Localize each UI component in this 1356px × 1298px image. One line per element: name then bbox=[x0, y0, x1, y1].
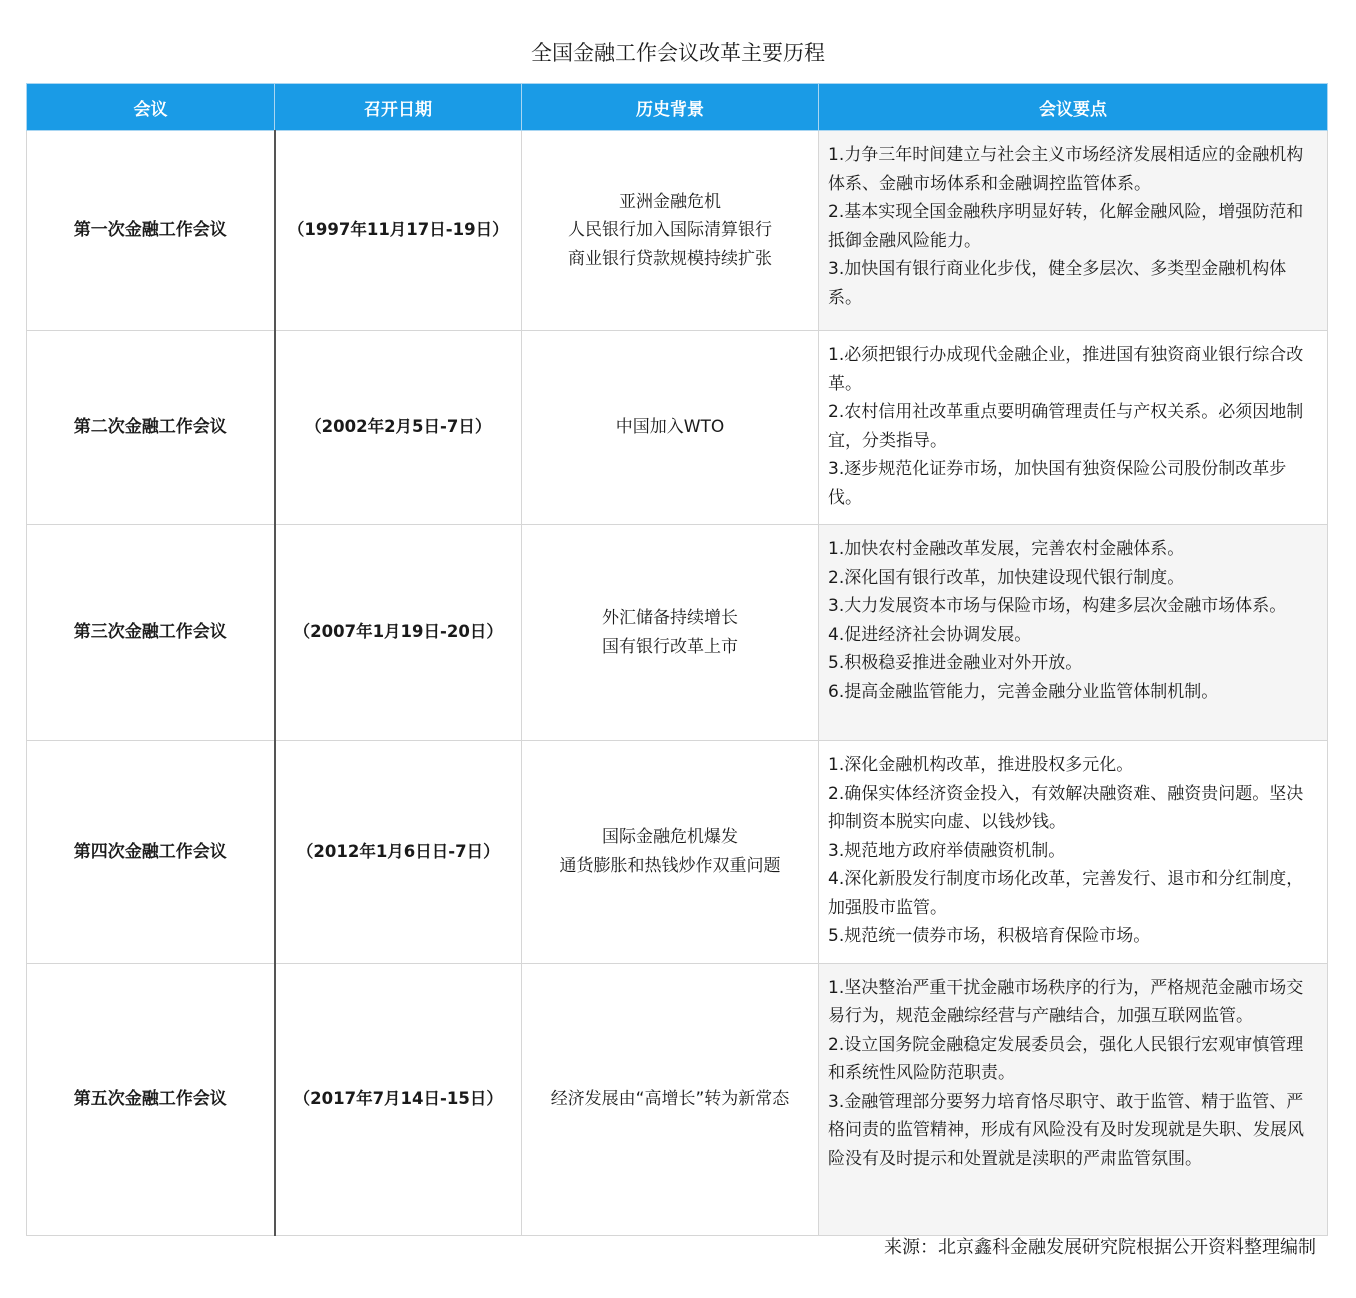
key-point: 5.积极稳妥推进金融业对外开放。 bbox=[828, 653, 1083, 673]
table-row bbox=[27, 131, 1328, 331]
key-point: 2.农村信用社改革重点要明确管理责任与产权关系。必须因地制宜，分类指导。 bbox=[828, 402, 1304, 451]
meeting-background bbox=[522, 525, 819, 741]
background-line: 经济发展由“高增长”转为新常态 bbox=[550, 1088, 790, 1109]
key-point: 4.促进经济社会协调发展。 bbox=[828, 624, 1032, 645]
meeting-background bbox=[522, 331, 819, 525]
meeting-key-points bbox=[819, 331, 1328, 525]
key-point: 2.基本实现全国金融秩序明显好转，化解金融风险，增强防范和抵御金融风险能力。 bbox=[828, 202, 1304, 251]
meeting-key-points bbox=[819, 525, 1328, 741]
meeting-date: （1997年11月17日-19日） bbox=[275, 131, 522, 331]
meeting-name: 第五次金融工作会议 bbox=[27, 963, 275, 1235]
key-point: 6.提高金融监管能力，完善金融分业监管体制机制。 bbox=[828, 681, 1219, 702]
meeting-background bbox=[522, 963, 819, 1235]
meeting-date: （2002年2月5日-7日） bbox=[275, 331, 522, 525]
meeting-key-points bbox=[819, 963, 1328, 1235]
meeting-name: 第四次金融工作会议 bbox=[27, 741, 275, 964]
table-header-row bbox=[27, 84, 1328, 131]
meeting-key-points bbox=[819, 131, 1328, 331]
meeting-name: 第三次金融工作会议 bbox=[27, 525, 275, 741]
meeting-date: （2012年1月6日日-7日） bbox=[275, 741, 522, 964]
meeting-date: （2007年1月19日-20日） bbox=[275, 525, 522, 741]
header-meeting: 会议 bbox=[27, 84, 275, 131]
header-key-points: 会议要点 bbox=[819, 84, 1328, 131]
meeting-key-points bbox=[819, 741, 1328, 964]
background-line: 国有银行改革上市 bbox=[602, 636, 738, 657]
key-point: 1.加快农村金融改革发展，完善农村金融体系。 bbox=[828, 539, 1185, 559]
background-line: 国际金融危机爆发 bbox=[602, 827, 738, 848]
table-row bbox=[27, 963, 1328, 1235]
meeting-background bbox=[522, 741, 819, 964]
key-point: 1.深化金融机构改革，推进股权多元化。 bbox=[828, 755, 1134, 775]
key-point: 1.坚决整治严重干扰金融市场秩序的行为，严格规范金融市场交易行为，规范金融综经营与产融结合，加强互联网监管。 bbox=[828, 977, 1304, 1026]
meeting-name: 第二次金融工作会议 bbox=[27, 331, 275, 525]
key-point: 3.金融管理部分要努力培育恪尽职守、敢于监管、精于监管、严格问责的监管精神，形成有风险没有及时发现就是失职、发展风险没有及时提示和处置就是渎职的严肃监管氛围。 bbox=[828, 1091, 1304, 1169]
key-point: 3.逐步规范化证券市场，加快国有独资保险公司股份制改革步伐。 bbox=[828, 459, 1287, 508]
table-row bbox=[27, 331, 1328, 525]
background-line: 中国加入WTO bbox=[615, 417, 725, 438]
key-point: 2.设立国务院金融稳定发展委员会，强化人民银行宏观审慎管理和系统性风险防范职责。 bbox=[828, 1034, 1304, 1083]
background-line: 通货膨胀和热钱炒作双重问题 bbox=[559, 855, 781, 876]
background-line: 人民银行加入国际清算银行 bbox=[568, 220, 772, 241]
background-line: 亚洲金融危机 bbox=[619, 191, 721, 212]
key-point: 1.必须把银行办成现代金融企业，推进国有独资商业银行综合改革。 bbox=[828, 345, 1304, 394]
reform-history-table bbox=[26, 83, 1328, 1236]
background-line: 外汇储备持续增长 bbox=[602, 608, 738, 628]
meeting-background bbox=[522, 131, 819, 331]
key-point: 3.大力发展资本市场与保险市场，构建多层次金融市场体系。 bbox=[828, 596, 1287, 616]
table-row bbox=[27, 741, 1328, 964]
key-point: 5.规范统一债券市场，积极培育保险市场。 bbox=[828, 926, 1151, 946]
key-point: 2.深化国有银行改革，加快建设现代银行制度。 bbox=[828, 567, 1185, 588]
background-line: 商业银行贷款规模持续扩张 bbox=[568, 248, 772, 269]
header-background: 历史背景 bbox=[522, 84, 819, 131]
page-title: 全国金融工作会议改革主要历程 bbox=[531, 41, 825, 65]
key-point: 3.规范地方政府举债融资机制。 bbox=[828, 840, 1066, 861]
key-point: 1.力争三年时间建立与社会主义市场经济发展相适应的金融机构体系、金融市场体系和金融调控监管体系。 bbox=[828, 145, 1304, 194]
table-row bbox=[27, 525, 1328, 741]
key-point: 4.深化新股发行制度市场化改革，完善发行、退市和分红制度，加强股市监管。 bbox=[828, 869, 1304, 918]
meeting-name: 第一次金融工作会议 bbox=[27, 131, 275, 331]
key-point: 2.确保实体经济资金投入，有效解决融资难、融资贵问题。坚决抑制资本脱实向虚、以钱炒钱。 bbox=[828, 783, 1304, 832]
key-point: 3.加快国有银行商业化步伐，健全多层次、多类型金融机构体系。 bbox=[828, 259, 1287, 308]
source-note: 来源：北京鑫科金融发展研究院根据公开资料整理编制 bbox=[884, 1237, 1316, 1258]
header-date: 召开日期 bbox=[275, 84, 522, 131]
meeting-date: （2017年7月14日-15日） bbox=[275, 963, 522, 1235]
